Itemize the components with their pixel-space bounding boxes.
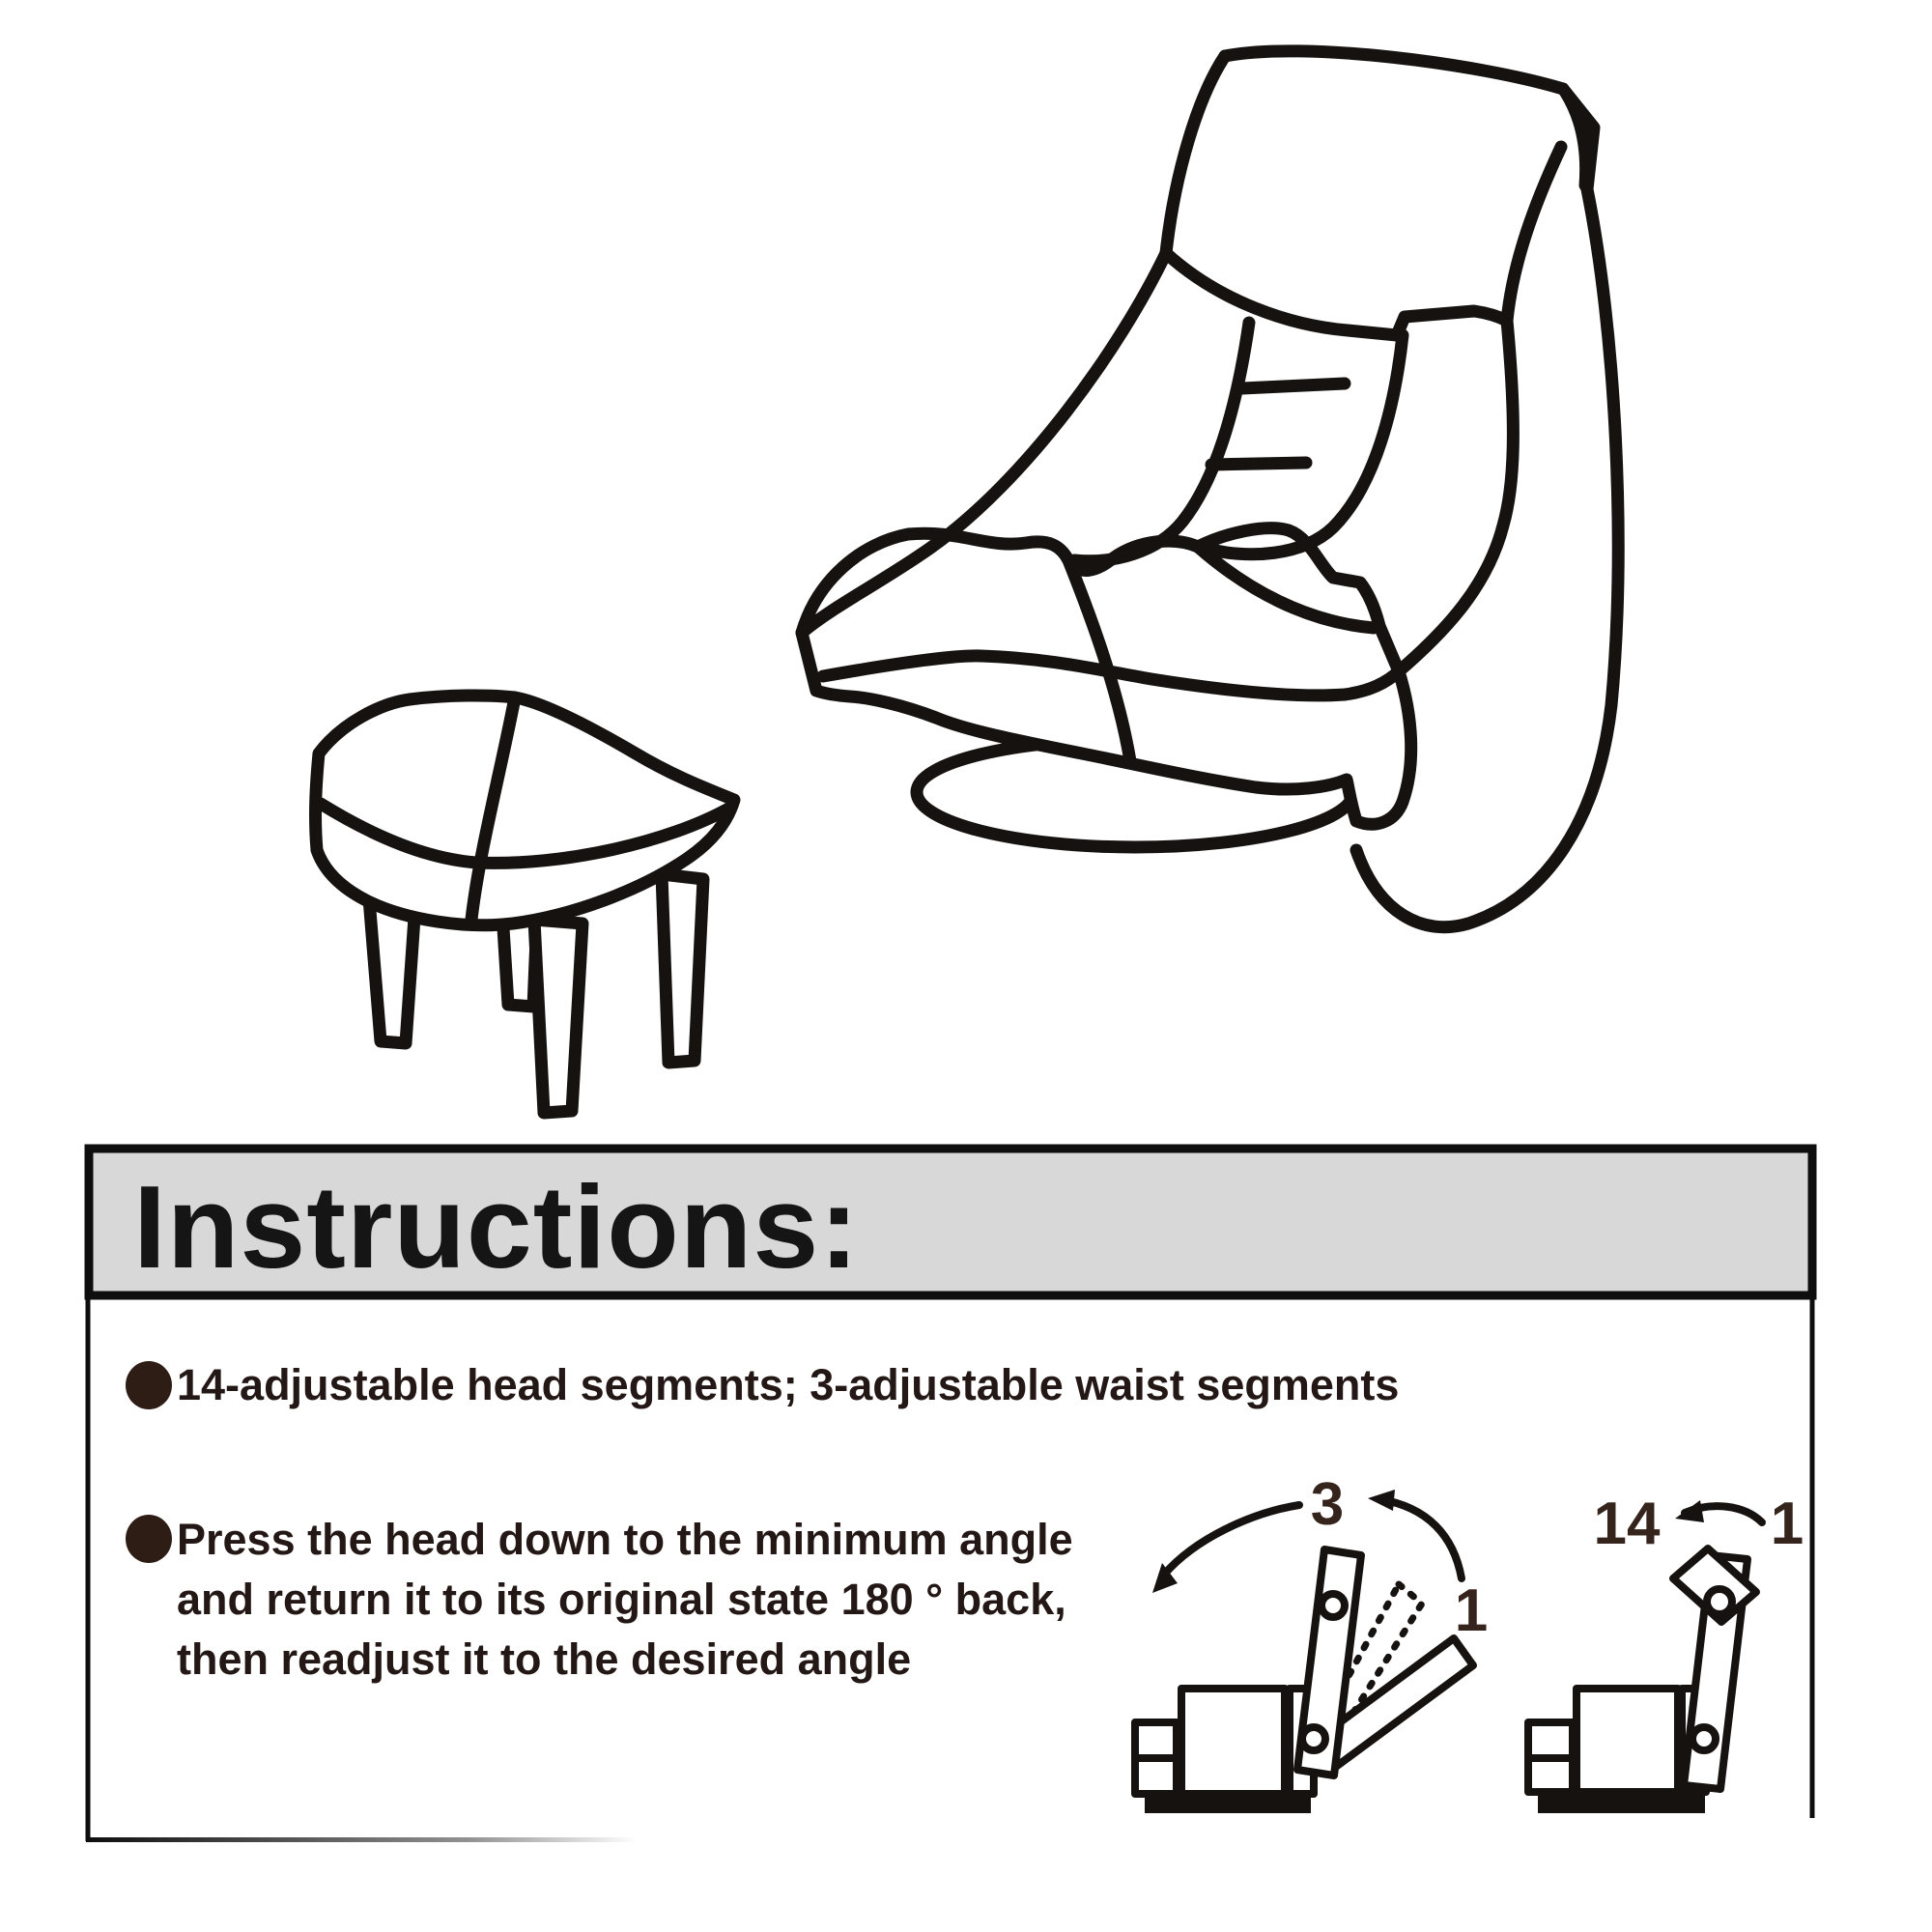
waist-min-label: 1 [1454, 1577, 1489, 1644]
head-min-label: 1 [1770, 1491, 1804, 1557]
header-band [89, 1149, 1812, 1295]
hinge-circle [1692, 1727, 1716, 1750]
head-max-label: 14 [1593, 1491, 1661, 1557]
hinge-circle [1707, 1589, 1732, 1614]
arrow-arc-left [1164, 1505, 1299, 1575]
instructions-title: Instructions: [133, 1161, 860, 1293]
back-slab-inner-upper [1507, 147, 1561, 321]
bullet-text-line: and return it to its original state 180 ° back, [177, 1575, 1066, 1624]
ottoman-leg-front-left [534, 920, 582, 1113]
waist-adjust-diagram [1135, 1471, 1488, 1813]
strip-rung-top [1242, 384, 1345, 388]
back-slab-inner-lower [1399, 321, 1513, 671]
headrest-top-edge [1225, 51, 1563, 89]
base-block [1181, 1689, 1285, 1794]
arrow-arc-right [1379, 1499, 1462, 1578]
headrest-left-edge [1166, 56, 1225, 253]
ottoman-line-drawing [316, 696, 734, 1113]
base-foot-strip [1538, 1795, 1705, 1813]
arrowhead [1368, 1490, 1395, 1511]
head-adjust-diagram [1528, 1491, 1804, 1813]
bullet-text-line: then readjust it to the desired angle [177, 1634, 912, 1684]
ottoman-leg-front-right [662, 874, 703, 1063]
strip-rung-bottom [1211, 463, 1306, 465]
base-block [1577, 1689, 1678, 1792]
arrowhead [1675, 1500, 1704, 1522]
dashed-position-cap [1399, 1584, 1422, 1604]
hinge-circle [1302, 1727, 1325, 1750]
chair-line-drawing [802, 51, 1618, 927]
headrest-bottom-seam [1166, 253, 1507, 335]
base-foot-strip [1145, 1795, 1311, 1813]
bullet-text: 14-adjustable head segments; 3-adjustable waist segments [177, 1360, 1400, 1409]
waist-max-label: 3 [1310, 1471, 1345, 1538]
center-strip-right [1204, 335, 1403, 554]
hinge-circle [1321, 1594, 1345, 1617]
box-bottom-border [86, 1837, 637, 1842]
bullet-text-line: Press the head down to the minimum angle [177, 1515, 1073, 1564]
